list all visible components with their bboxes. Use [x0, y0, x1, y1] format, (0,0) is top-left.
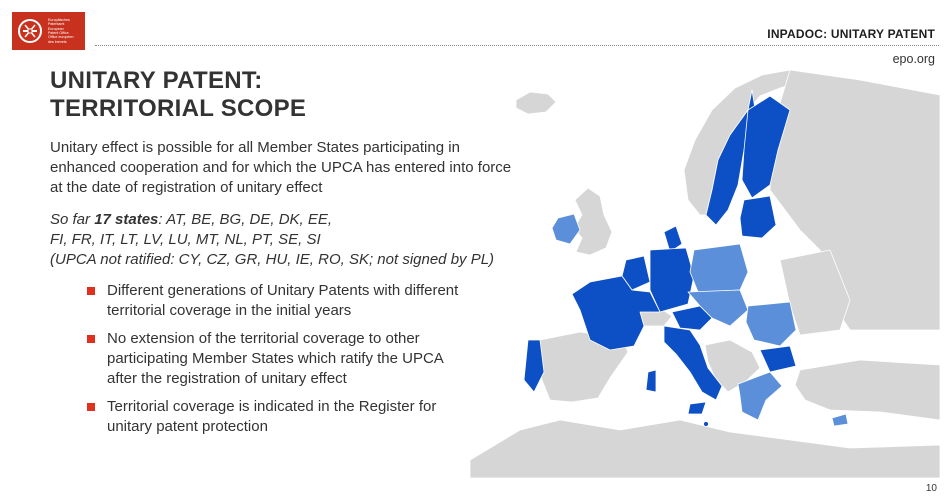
- bullet-list: [87, 281, 467, 445]
- bullet-item: [87, 329, 467, 389]
- logo-line: Patent Office: [48, 31, 69, 35]
- slide-title: [50, 67, 306, 123]
- epo-logo-icon: [15, 16, 45, 46]
- logo-text: [48, 18, 74, 44]
- bullet-item: [87, 281, 467, 321]
- bullet-text: Territorial coverage is indicated in the Register for unitary patent protection: [107, 398, 437, 435]
- map-country-uk: [574, 188, 612, 255]
- map-country-turkey: [795, 360, 940, 420]
- slide-title-line2: TERRITORIAL SCOPE: [50, 95, 307, 122]
- map-country-cyprus: [832, 414, 848, 426]
- logo-line: Patentamt: [48, 22, 65, 27]
- bullet-square-icon: [87, 287, 95, 295]
- map-country-baltics: [740, 196, 776, 238]
- bullet-item: [87, 397, 467, 437]
- map-country-portugal: [524, 340, 544, 392]
- map-country-north-africa: [470, 420, 940, 478]
- bullet-square-icon: [87, 335, 95, 343]
- header-divider: [95, 45, 939, 46]
- logo-line: des brevets: [48, 39, 67, 44]
- states-prefix: So far: [50, 211, 95, 228]
- logo-line: Office européen: [48, 35, 74, 40]
- map-country-germany: [650, 248, 694, 312]
- bullet-text: No extension of the territorial coverage to other participating Member States which ratify the UPCA after the registration of unitary effect: [107, 330, 443, 387]
- map-country-iceland: [516, 92, 556, 114]
- site-url[interactable]: epo.org: [892, 52, 935, 66]
- epo-logo: [12, 12, 85, 50]
- map-country-sardinia: [646, 370, 656, 392]
- page-number: 10: [925, 483, 937, 494]
- map-country-sicily: [688, 402, 706, 414]
- map-country-romania: [746, 302, 796, 346]
- bullet-square-icon: [87, 403, 95, 411]
- map-country-bulgaria: [760, 346, 796, 372]
- slide-title-line1: UNITARY PATENT:: [50, 67, 263, 94]
- logo-line: European: [48, 26, 64, 31]
- europe-map: [440, 58, 940, 478]
- bullet-text: Different generations of Unitary Patents with different territorial coverage in the initial years: [107, 282, 459, 319]
- map-country-poland: [690, 244, 748, 292]
- map-country-ireland: [552, 214, 580, 244]
- states-count: 17 states: [94, 211, 159, 228]
- intro-text: Unitary effect is possible for all Member States participating in enhanced cooperation and for which the UPCA has entered into force at the date of registration of unitary effect: [50, 139, 512, 196]
- map-country-malta: [704, 422, 709, 427]
- states-line3: (UPCA not ratified: CY, CZ, GR, HU, IE, RO, SK; not signed by PL): [50, 251, 495, 268]
- header-title: INPADOC: UNITARY PATENT: [767, 27, 935, 41]
- states-line1-rest: : AT, BE, BG, DE, DK, EE,: [158, 211, 333, 228]
- logo-line: Europäisches: [48, 18, 70, 23]
- states-line2: FI, FR, IT, LT, LV, LU, MT, NL, PT, SE, SI: [50, 231, 321, 248]
